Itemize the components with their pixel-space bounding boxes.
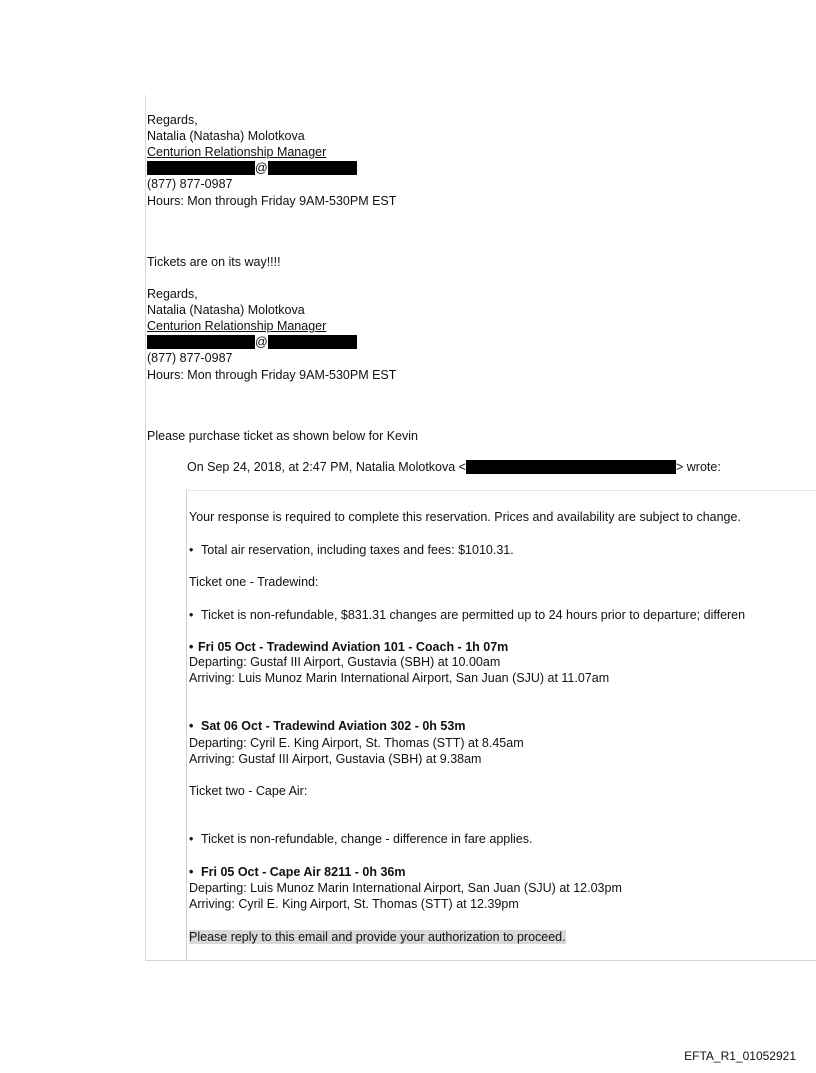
sig2-role: Centurion Relationship Manager [147, 319, 327, 333]
list-item [189, 832, 532, 846]
redaction-block [268, 161, 357, 175]
flight-title [189, 640, 508, 654]
bullet: • [189, 865, 194, 879]
flight2-arriving: Arriving: Gustaf III Airport, Gustavia (SBH) at 9.38am [189, 752, 482, 766]
ticket-two-title: Ticket two - Cape Air: [189, 784, 308, 798]
sig1-email-redacted [147, 161, 357, 175]
ticket-one-title: Ticket one - Tradewind: [189, 575, 319, 589]
list-item [189, 608, 745, 622]
at-sign: @ [255, 161, 268, 175]
sig2-hours: Hours: Mon through Friday 9AM-530PM EST [147, 368, 397, 382]
bullet: • [189, 640, 194, 654]
redaction-block [268, 335, 357, 349]
bullet: • [189, 719, 194, 733]
sig1-name: Natalia (Natasha) Molotkova [147, 129, 305, 143]
flight-title [189, 865, 406, 879]
flight-title [189, 719, 465, 733]
flight2-title: Sat 06 Oct - Tradewind Aviation 302 - 0h 53m [201, 719, 466, 733]
quote-header-suffix: > wrote: [676, 460, 721, 474]
flight2-departing: Departing: Cyril E. King Airport, St. Thomas (STT) at 8.45am [189, 736, 524, 750]
flight1-departing: Departing: Gustaf III Airport, Gustavia (SBH) at 10.00am [189, 655, 501, 669]
quote-header [187, 460, 721, 474]
message-text: Please purchase ticket as shown below for Kevin [147, 429, 418, 443]
list-item [189, 543, 514, 557]
page-left-rule [145, 95, 146, 961]
bullet: • [189, 832, 194, 846]
closing-line [189, 930, 566, 944]
sig1-regards: Regards, [147, 113, 198, 127]
at-sign: @ [255, 335, 268, 349]
sig1-phone: (877) 877-0987 [147, 177, 233, 191]
ticket-two-note: Ticket is non-refundable, change - difference in fare applies. [201, 832, 533, 846]
redaction-block [147, 161, 255, 175]
sig2-phone: (877) 877-0987 [147, 351, 233, 365]
flight1-title: Fri 05 Oct - Tradewind Aviation 101 - Coach - 1h 07m [198, 640, 509, 654]
ticket-one-note: Ticket is non-refundable, $831.31 changes are permitted up to 24 hours prior to departure; differen [201, 608, 746, 622]
quote-header-prefix: On Sep 24, 2018, at 2:47 PM, Natalia Molotkova < [187, 460, 466, 474]
sig2-regards: Regards, [147, 287, 198, 301]
flight1-arriving: Arriving: Luis Munoz Marin International Airport, San Juan (SJU) at 11.07am [189, 671, 610, 685]
redaction-block [466, 460, 676, 474]
sig2-email-redacted [147, 335, 357, 349]
closing-text: Please reply to this email and provide your authorization to proceed. [189, 930, 566, 944]
sig1-hours: Hours: Mon through Friday 9AM-530PM EST [147, 194, 397, 208]
bullet: • [189, 608, 194, 622]
flight3-arriving: Arriving: Cyril E. King Airport, St. Thomas (STT) at 12.39pm [189, 897, 519, 911]
quote-intro: Your response is required to complete this reservation. Prices and availability are subject to change. [189, 510, 741, 524]
flight3-title: Fri 05 Oct - Cape Air 8211 - 0h 36m [201, 865, 406, 879]
sig1-role: Centurion Relationship Manager [147, 145, 327, 159]
message-text: Tickets are on its way!!!! [147, 255, 281, 269]
document-id: EFTA_R1_01052921 [684, 1049, 796, 1063]
redaction-block [147, 335, 255, 349]
sig2-name: Natalia (Natasha) Molotkova [147, 303, 305, 317]
flight3-departing: Departing: Luis Munoz Marin International Airport, San Juan (SJU) at 12.03pm [189, 881, 622, 895]
bullet: • [189, 543, 194, 557]
total-line: Total air reservation, including taxes and fees: $1010.31. [201, 543, 514, 557]
